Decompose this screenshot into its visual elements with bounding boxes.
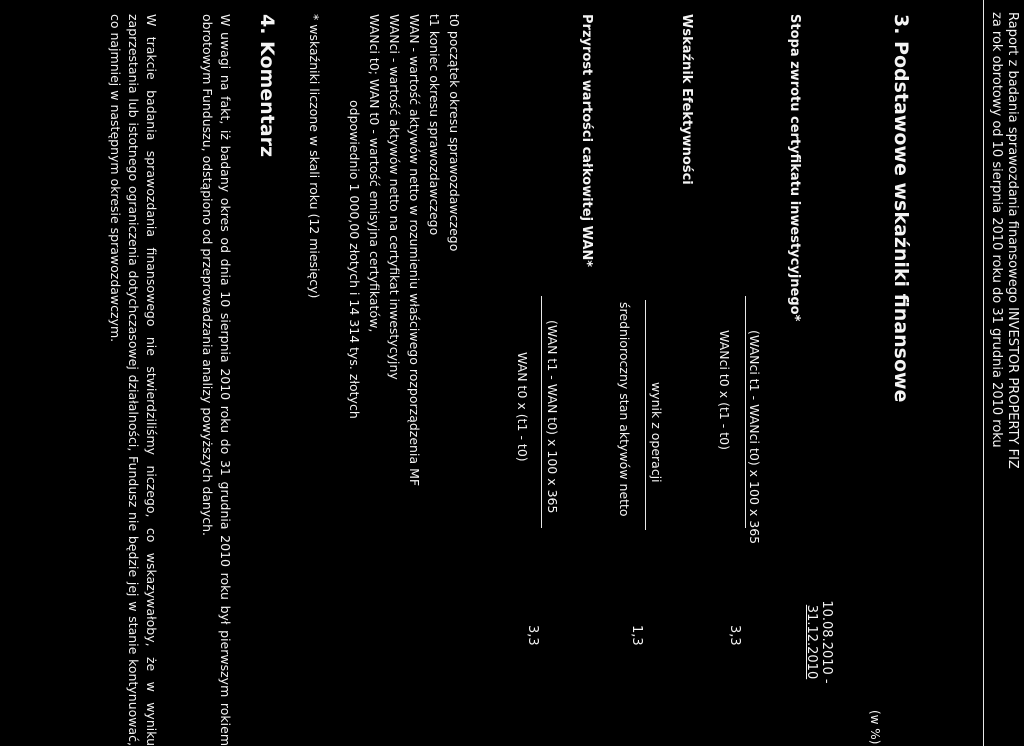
- indicator-3-name: Przyrost wartości całkowitej WAN*: [579, 14, 594, 268]
- indicator-2-value: 1,3: [629, 625, 644, 646]
- legend-wanci-t0: WANci t0; WAN t0 - wartość emisyjna certyfikatów,: [367, 14, 382, 333]
- header-rule: [983, 0, 984, 746]
- period-start: 10.08.2010 -: [819, 600, 834, 684]
- report-header-line1: Raport z badania sprawozdania finansowego INVESTOR PROPERTY FIZ: [1005, 12, 1020, 469]
- indicator-3-fraction-line: [541, 296, 542, 528]
- indicator-3-denominator: WAN t0 x (t1 - t0): [515, 352, 530, 462]
- indicator-1-numerator: (WANci t1 - WANci t0) x 100 x 365: [747, 330, 762, 545]
- indicator-3-value: 3,3: [525, 625, 540, 646]
- unit-label: (w %): [868, 710, 882, 745]
- indicator-2-denominator: średnioroczny stan aktywów netto: [617, 302, 632, 517]
- indicator-3-numerator: (WAN t1 - WAN t0) x 100 x 365: [545, 320, 560, 514]
- footnote: * wskaźniki liczone w skali roku (12 miesięcy): [307, 14, 322, 299]
- section-4-title: 4. Komentarz: [256, 14, 278, 158]
- period-end: 31.12.2010: [804, 604, 819, 680]
- section-3-title: 3. Podstawowe wskaźniki finansowe: [890, 14, 912, 403]
- report-header-line2: za rok obrotowy od 10 sierpnia 2010 roku do 31 grudnia 2010 roku: [989, 12, 1004, 448]
- indicator-1-value: 3,3: [727, 625, 742, 646]
- legend-wanci: WANci - wartość aktywów netto na certyfikat inwestycyjny: [387, 14, 402, 380]
- indicator-1-name: Stopa zwrotu certyfikatu inwestycyjnego*: [787, 14, 802, 322]
- comment-paragraph-1: W uwagi na fakt, iż badany okres od dnia 10 sierpnia 2010 roku do 31 grudnia 2010 roku był pierwszym rokiem obrotowym Funduszu, odstąpiono od przeprowadzania analizy powyższych danych.: [200, 14, 233, 746]
- legend-wan: WAN - wartość aktywów netto w rozumieniu właściwego rozporządzenia MF: [407, 14, 422, 487]
- indicator-1-fraction-line: [745, 296, 746, 528]
- legend-t1: t1 koniec okresu sprawozdawczego: [427, 14, 442, 236]
- legend-values: odpowiednio 1 000,00 złotych i 14 314 tys. złotych: [347, 100, 362, 419]
- comment-paragraph-2: W trakcie badania sprawozdania finansowego nie stwierdziliśmy niczego, co wskazywałoby, że w wyniku zaprzestania lub istotnego ograniczenia dotychczasowej działalności, Fundusz nie będzie jej w stanie kontynuować, co najmniej w następnym okresie sprawozdawczym.: [108, 14, 159, 746]
- indicator-2-fraction-line: [645, 300, 646, 530]
- indicator-1-denominator: WANci t0 x (t1 - t0): [717, 330, 732, 451]
- indicator-2-numerator: wynik z operacji: [649, 382, 664, 483]
- indicator-2-name: Wskaźnik Efektywności: [679, 14, 694, 185]
- period-column-header: [804, 597, 834, 687]
- legend-t0: t0 początek okresu sprawozdawczego: [447, 14, 462, 252]
